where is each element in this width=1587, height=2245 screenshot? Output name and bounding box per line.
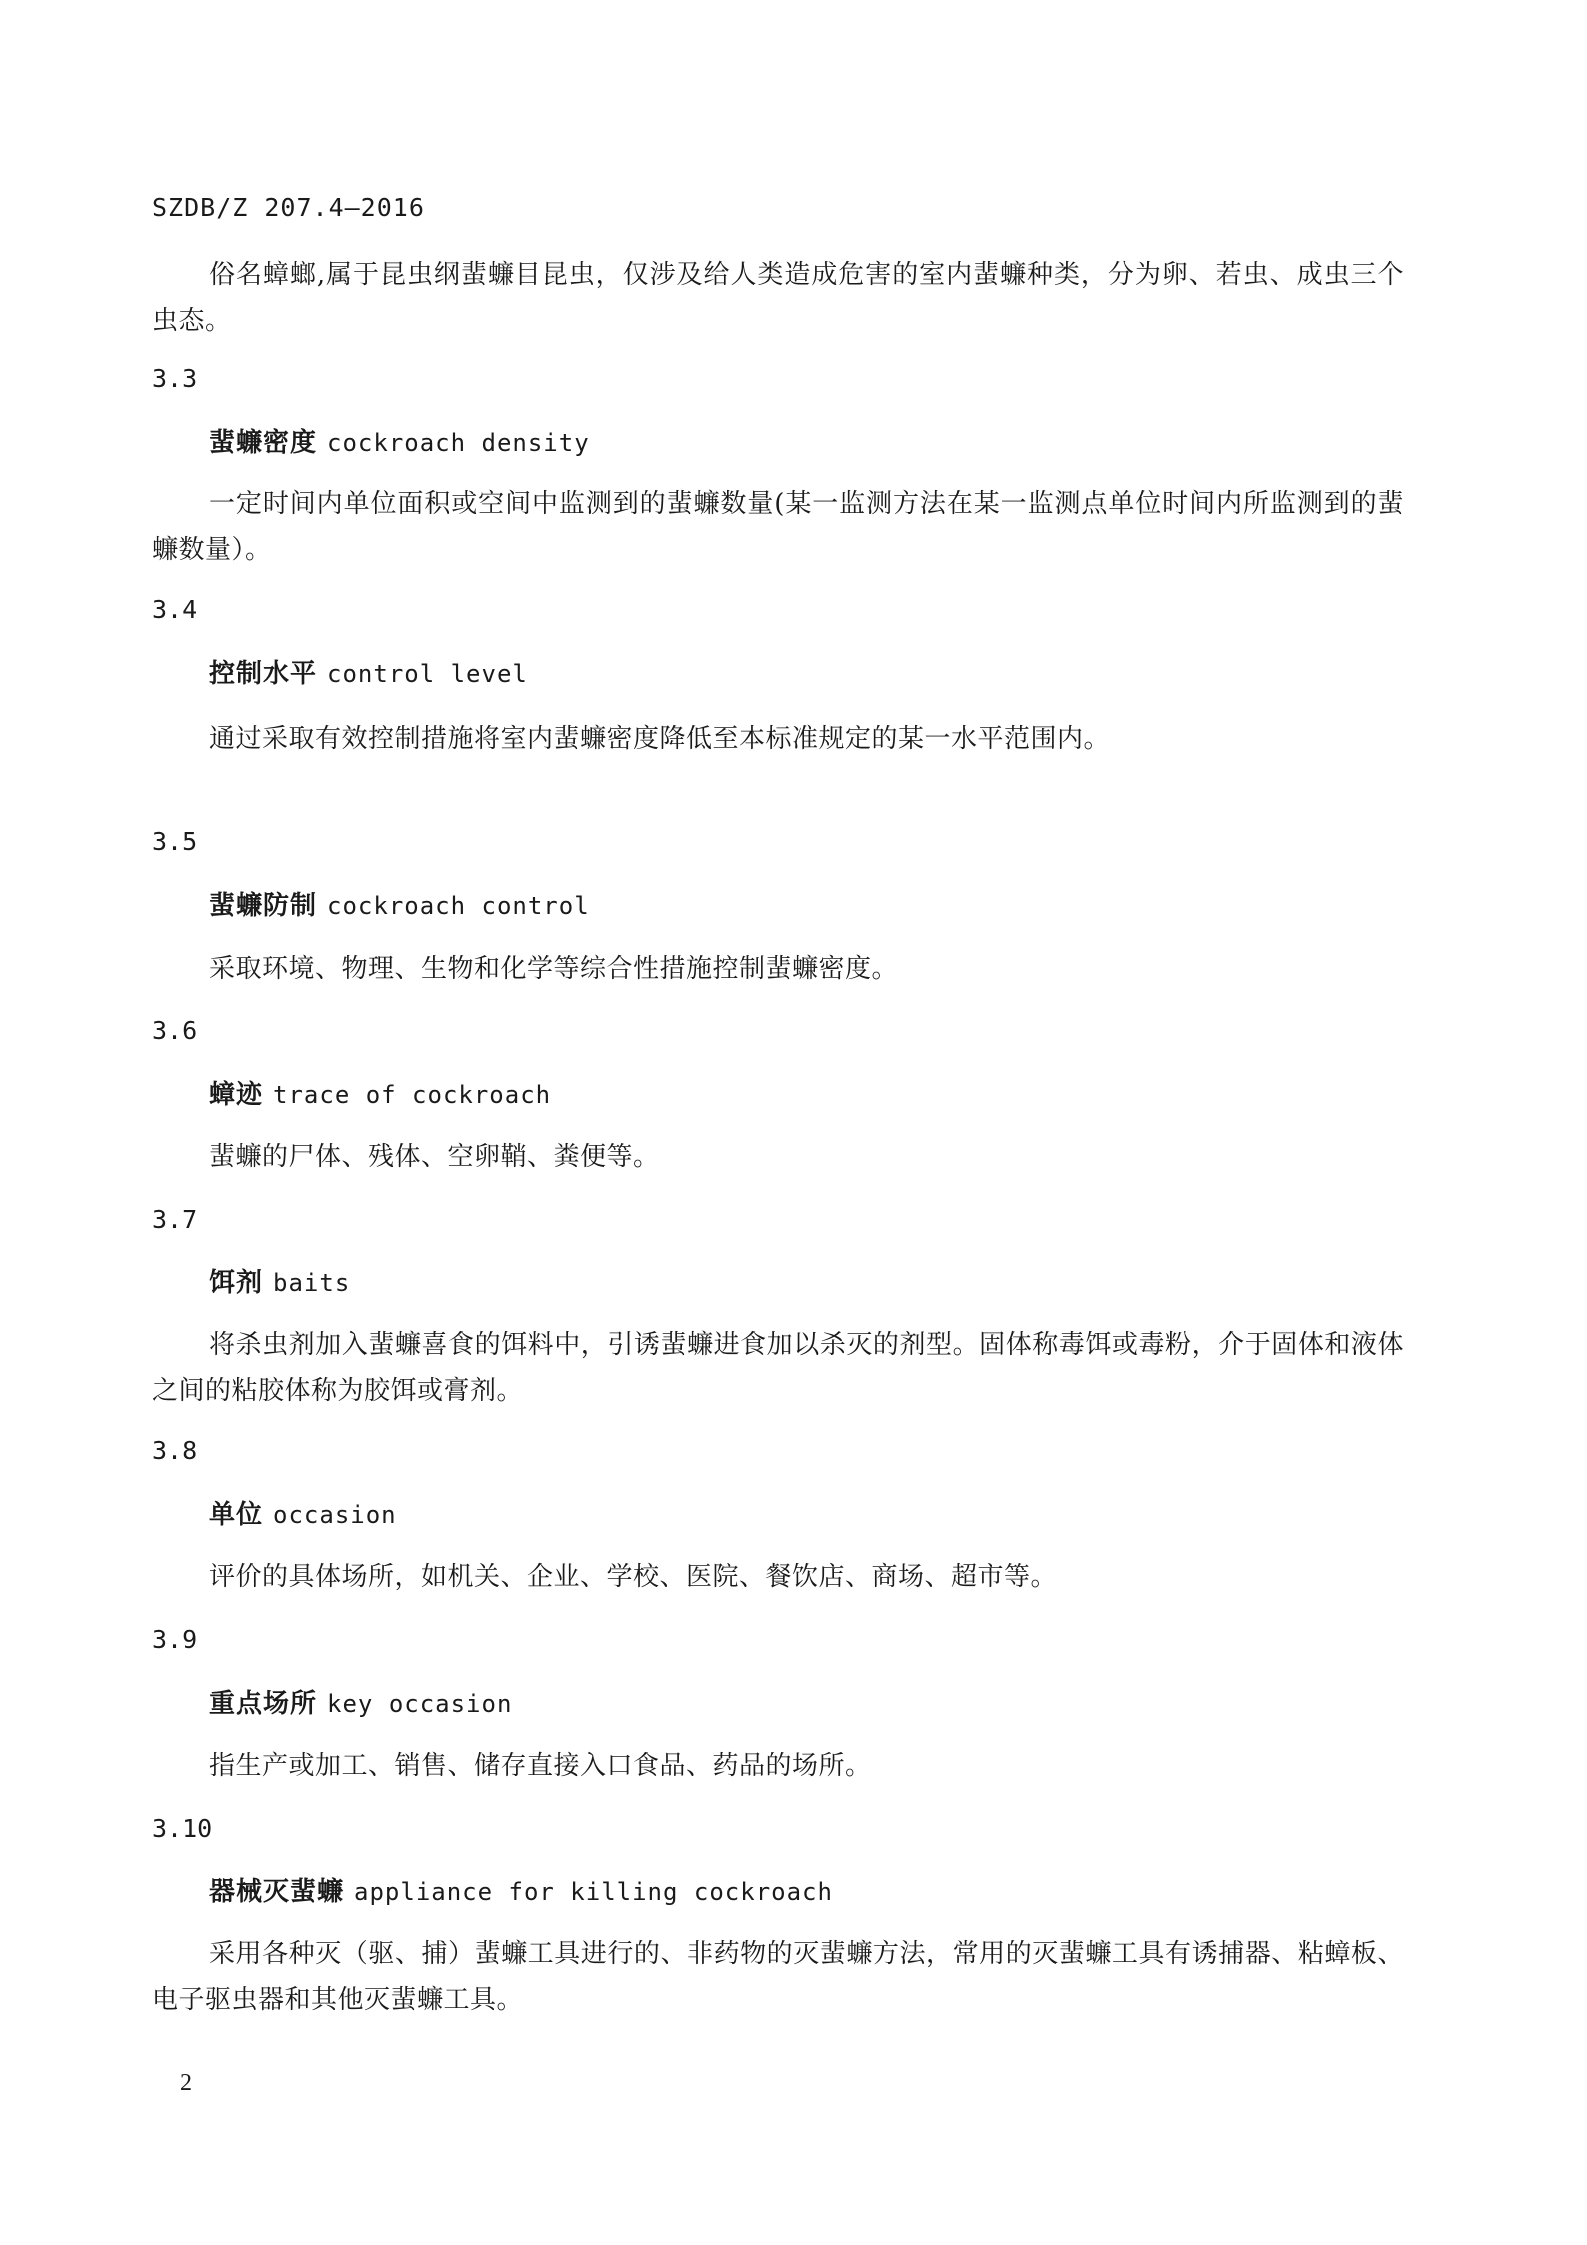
clause-number: 3.5 [152,827,198,856]
term-english: trace of cockroach [273,1081,552,1109]
term-heading [152,1877,1461,1907]
term-heading [152,659,1461,689]
clause-number: 3.7 [152,1205,198,1234]
term-definition: 指生产或加工、销售、储存直接入口食品、药品的场所。 [209,1751,872,1781]
term-definition: 蜚蠊的尸体、残体、空卵鞘、粪便等。 [209,1142,660,1172]
term-definition: 将杀虫剂加入蜚蠊喜食的饵料中，引诱蜚蠊进食加以杀灭的剂型。固体称毒饵或毒粉，介于固体和液体之间的粘胶体称为胶饵或膏剂。 [152,1330,1404,1406]
term-chinese: 单位 [209,1500,264,1530]
term-chinese: 蜚蠊防制 [209,891,318,921]
term-heading [152,1689,1461,1719]
term-english: occasion [273,1501,397,1529]
term-chinese: 重点场所 [209,1689,318,1719]
page-number: 2 [180,2070,192,2096]
term-heading [152,428,1461,458]
term-chinese: 蟑迹 [209,1080,264,1110]
intro-paragraph: 俗名蟑螂,属于昆虫纲蜚蠊目昆虫，仅涉及给人类造成危害的室内蜚蠊种类，分为卵、若虫、成虫三个虫态。 [152,260,1404,336]
clause-number: 3.4 [152,595,198,624]
term-english: key occasion [327,1690,513,1718]
term-heading [152,1500,1461,1530]
clause-number: 3.6 [152,1016,198,1045]
term-heading [152,1080,1461,1110]
term-heading [152,891,1461,921]
term-chinese: 饵剂 [209,1268,264,1298]
term-english: cockroach density [327,429,590,457]
clause-number: 3.9 [152,1625,198,1654]
document-code-header: SZDB/Z 207.4—2016 [152,193,425,222]
term-definition: 评价的具体场所，如机关、企业、学校、医院、餐饮店、商场、超市等。 [209,1562,1058,1592]
term-english: baits [273,1269,351,1297]
term-definition: 通过采取有效控制措施将室内蜚蠊密度降低至本标准规定的某一水平范围内。 [209,724,1111,754]
clause-number: 3.3 [152,364,198,393]
clause-number: 3.10 [152,1814,213,1843]
term-chinese: 器械灭蜚蠊 [209,1877,345,1907]
term-heading [152,1268,1461,1298]
term-definition: 采取环境、物理、生物和化学等综合性措施控制蜚蠊密度。 [209,954,899,984]
term-english: control level [327,660,528,688]
clause-number: 3.8 [152,1436,198,1465]
term-definition: 一定时间内单位面积或空间中监测到的蜚蠊数量(某一监测方法在某一监测点单位时间内所监测到的蜚蠊数量）。 [152,489,1404,565]
term-english: appliance for killing cockroach [354,1878,833,1906]
term-english: cockroach control [327,892,590,920]
term-chinese: 控制水平 [209,659,318,689]
term-chinese: 蜚蠊密度 [209,428,318,458]
term-definition: 采用各种灭（驱、捕）蜚蠊工具进行的、非药物的灭蜚蠊方法，常用的灭蜚蠊工具有诱捕器、粘蟑板、电子驱虫器和其他灭蜚蠊工具。 [152,1939,1404,2015]
